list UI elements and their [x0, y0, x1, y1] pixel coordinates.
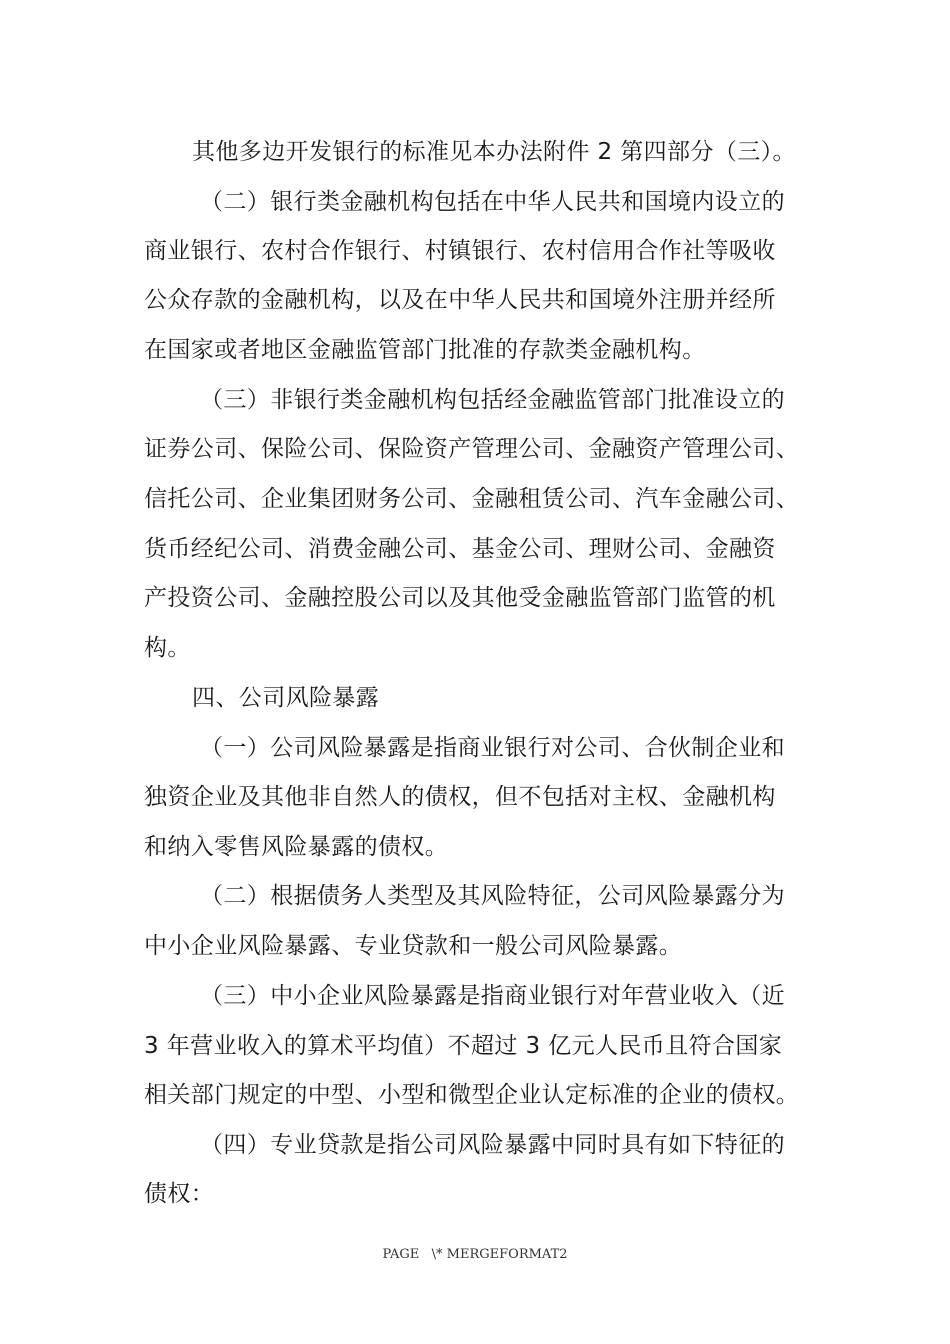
paragraph-line: 债权： — [144, 1181, 215, 1207]
paragraph-line: 商业银行、农村合作银行、村镇银行、农村信用合作社等吸收 — [144, 238, 776, 264]
paragraph-line: 独资企业及其他非自然人的债权，但不包括对主权、金融机构 — [144, 784, 776, 810]
paragraph-line: 中小企业风险暴露、专业贷款和一般公司风险暴露。 — [144, 933, 683, 959]
paragraph-line: 在国家或者地区金融监管部门批准的存款类金融机构。 — [144, 337, 706, 363]
paragraph-line: 构。 — [144, 635, 191, 661]
paragraph-line: 和纳入零售风险暴露的债权。 — [144, 834, 449, 860]
paragraph-line: （二）根据债务人类型及其风险特征，公司风险暴露分为 — [200, 883, 785, 909]
paragraph-line: 证券公司、保险公司、保险资产管理公司、金融资产管理公司、 — [144, 436, 800, 462]
paragraph-line: （四）专业贷款是指公司风险暴露中同时具有如下特征的 — [200, 1132, 785, 1158]
paragraph-line: 信托公司、企业集团财务公司、金融租赁公司、汽车金融公司、 — [144, 486, 800, 512]
paragraph-line: 其他多边开发银行的标准见本办法附件 2 第四部分（三）。 — [192, 139, 796, 165]
paragraph-line: 货币经纪公司、消费金融公司、基金公司、理财公司、金融资 — [144, 536, 776, 562]
page-number-footer: PAGE \* MERGEFORMAT2 — [382, 1247, 568, 1262]
paragraph-line: （三）中小企业风险暴露是指商业银行对年营业收入（近 — [200, 983, 785, 1009]
paragraph-line: （二）银行类金融机构包括在中华人民共和国境内设立的 — [200, 189, 785, 215]
paragraph-line: 相关部门规定的中型、小型和微型企业认定标准的企业的债权。 — [144, 1082, 800, 1108]
paragraph-line: （一）公司风险暴露是指商业银行对公司、合伙制企业和 — [200, 735, 785, 761]
paragraph-line: 3 年营业收入的算术平均值）不超过 3 亿元人民币且符合国家 — [144, 1033, 783, 1059]
section-heading: 四、公司风险暴露 — [192, 685, 380, 711]
paragraph-line: 公众存款的金融机构，以及在中华人民共和国境外注册并经所 — [144, 287, 776, 313]
paragraph-line: （三）非银行类金融机构包括经金融监管部门批准设立的 — [200, 387, 785, 413]
paragraph-line: 产投资公司、金融控股公司以及其他受金融监管部门监管的机 — [144, 585, 776, 611]
